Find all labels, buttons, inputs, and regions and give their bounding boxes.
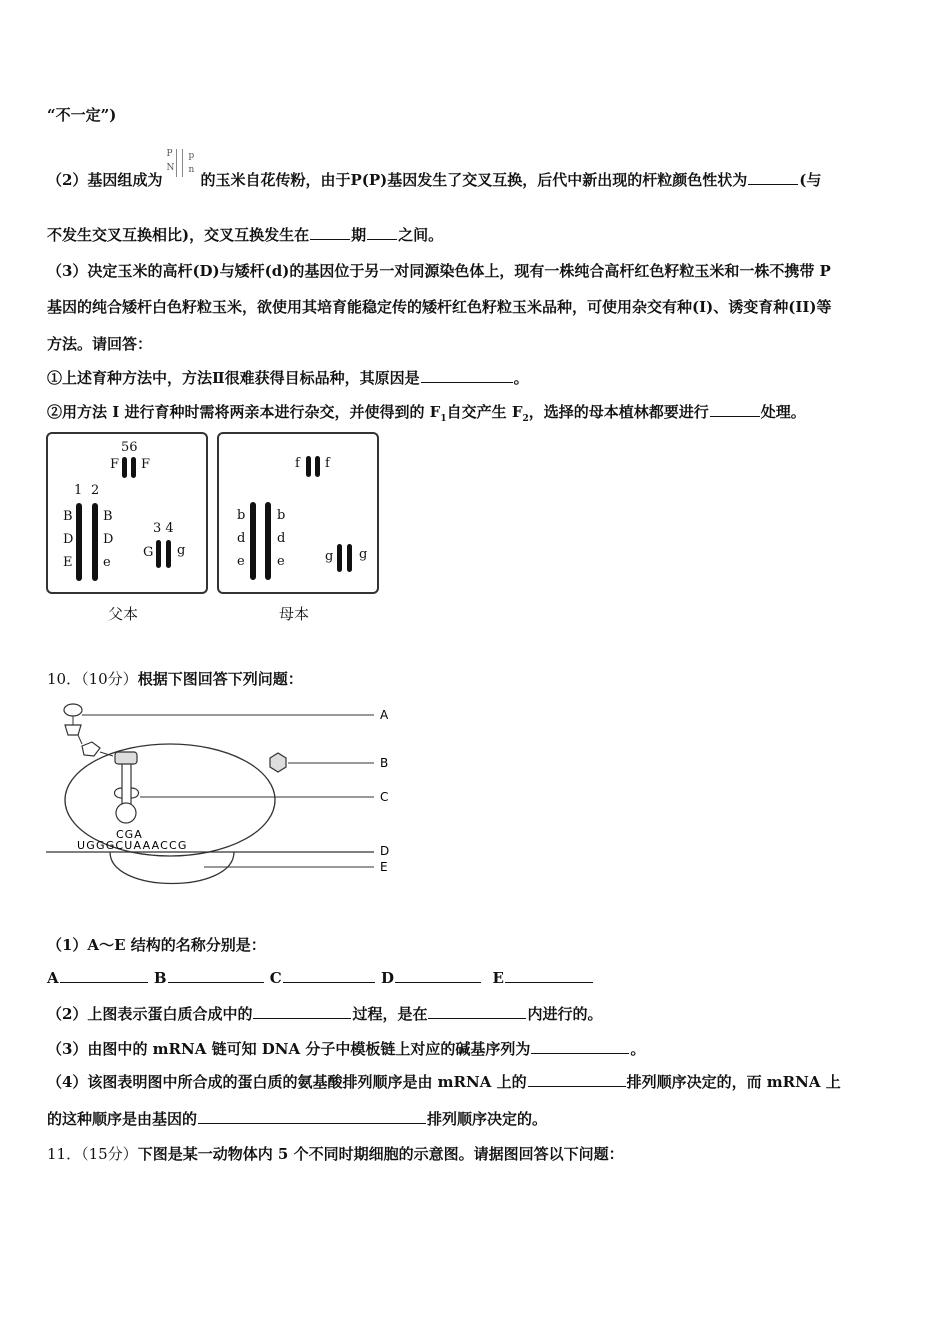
answer-blank[interactable] [253, 1004, 351, 1019]
answer-blank[interactable] [748, 170, 798, 185]
label-D: D [380, 844, 390, 858]
trna-stem [122, 764, 131, 804]
gene-label: g [325, 549, 334, 564]
gene-label: G [143, 545, 154, 560]
gene-label: B [103, 509, 113, 524]
gene-label: E [63, 555, 73, 570]
gene-label: g [359, 547, 368, 562]
genotype-P: P [166, 149, 173, 159]
q10-part3: （3）由图中的 mRNA 链可知 DNA 分子中模板链上对应的碱基序列为 。 [47, 1040, 646, 1058]
q9-part2-line2: 不发生交叉互换相比)，交叉互换发生在 期 之间。 [47, 226, 444, 244]
chromosome-3 [337, 544, 342, 572]
amino-acid-on-trna [115, 752, 137, 764]
answer-blank[interactable] [710, 402, 760, 417]
anticodon-text: CGA [116, 828, 143, 841]
q10-part1-answers: A B C D E [47, 968, 594, 987]
chromosome-number-34: 3 4 [153, 521, 174, 536]
chromosome-6 [131, 457, 136, 478]
free-amino-acid [270, 753, 286, 772]
mother-caption: 母本 [279, 605, 310, 623]
chromosome-6 [315, 456, 320, 477]
trna-loop [115, 788, 123, 798]
peptide-bond [78, 735, 82, 744]
mother-chromosome-box [217, 432, 379, 594]
gene-label: g [177, 543, 186, 558]
q10-title: 10．（10分）根据下图回答下列问题： [47, 670, 303, 688]
answer-blank-B[interactable] [168, 968, 264, 983]
chromosome-5 [122, 457, 127, 478]
gene-label: e [237, 554, 245, 569]
answer-blank[interactable] [421, 368, 513, 383]
chromosome-number-56: 56 [121, 440, 138, 455]
answer-blank-C[interactable] [283, 968, 375, 983]
label-A: A [380, 708, 389, 722]
q9-part3-sub2: ②用方法 I 进行育种时需将两亲本进行杂交，并使得到的 $F_1$自交产生 $F_2$，选择的母本植林都要进行 处理。 [47, 403, 806, 424]
father-chromosome-box [46, 432, 208, 594]
gene-label: B [63, 509, 73, 524]
gene-label: e [277, 554, 285, 569]
chromosome-3 [156, 540, 161, 568]
chromosome-4 [166, 540, 171, 568]
q10-part4-line2: 的这种顺序是由基因的 排列顺序决定的。 [47, 1110, 548, 1128]
amino-acid [82, 742, 100, 756]
label-E: E [380, 860, 388, 874]
answer-blank[interactable] [310, 225, 350, 240]
chromosome-4 [347, 544, 352, 572]
answer-blank-D[interactable] [395, 968, 481, 983]
q9-part3-line2: 基因的纯合矮杆白色籽粒玉米，欲使用其培育能稳定传的矮杆红色籽粒玉米品种，可使用杂交有种(I)、诱变育种(II)等 [47, 298, 832, 316]
q11-title: 11．（15分）下图是某一动物体内 5 个不同时期细胞的示意图。请据图回答以下问题： [47, 1145, 624, 1163]
q10-part4-line1: （4）该图表明图中所合成的蛋白质的氨基酸排列顺序是由 mRNA 上的 排列顺序决定的，而 mRNA 上 [47, 1073, 841, 1091]
chromosome-number-1: 1 [74, 483, 83, 498]
genotype-N: N [166, 163, 175, 173]
answer-blank-A[interactable] [60, 968, 148, 983]
mrna-sequence: UGGGCUAAACCG [77, 839, 188, 852]
chromosome-2 [265, 502, 271, 580]
gene-label: d [237, 531, 246, 546]
gene-label: f [325, 456, 330, 471]
q10-part1: （1）A～E 结构的名称分别是： [47, 936, 266, 954]
q9-part3-line3: 方法。请回答： [47, 335, 153, 353]
amino-acid [64, 704, 82, 716]
ribosome-small-subunit [110, 852, 234, 884]
answer-blank-E[interactable] [505, 968, 593, 983]
gene-label: f [295, 456, 300, 471]
q10-part2: （2）上图表示蛋白质合成中的 过程，是在 内进行的。 [47, 1005, 603, 1023]
answer-blank[interactable] [528, 1072, 626, 1087]
q9-part3-line1: （3）决定玉米的高杆(D)与矮杆(d)的基因位于另一对同源染色体上，现有一株纯合高杆红色籽粒玉米和一株不携带 P [47, 262, 831, 280]
trna-anticodon-loop [116, 803, 136, 823]
answer-blank[interactable] [531, 1039, 629, 1054]
label-C: C [380, 790, 389, 804]
gene-label: D [103, 532, 114, 547]
q9-part2-line1: （2）基因组成为 P N p n 的玉米自花传粉，由于P(P)基因发生了交叉互换，后代中新出现的杆粒颜色性状为 (与 [47, 149, 822, 189]
chromosome-1 [76, 503, 82, 581]
gene-label: F [141, 457, 151, 472]
chromosome-number-2: 2 [91, 483, 100, 498]
translation-figure [44, 700, 404, 890]
gene-label: b [277, 508, 286, 523]
q9-part3-sub1: ①上述育种方法中，方法Ⅱ很难获得目标品种，其原因是 。 [47, 369, 529, 387]
gene-label: d [277, 531, 286, 546]
answer-blank[interactable] [367, 225, 397, 240]
chromosome-5 [306, 456, 311, 477]
genotype-n: n [188, 165, 195, 175]
father-caption: 父本 [108, 605, 139, 623]
gene-label: F [110, 457, 120, 472]
q9-continuation: “不一定”) [47, 106, 117, 124]
amino-acid [65, 725, 81, 735]
trna-loop [131, 788, 139, 798]
gene-label: D [63, 532, 74, 547]
gene-label: e [103, 555, 111, 570]
label-B: B [380, 756, 389, 770]
chromosome-1 [250, 502, 256, 580]
chromosome-2 [92, 503, 98, 581]
genotype-p: p [188, 151, 195, 161]
gene-label: b [237, 508, 246, 523]
genotype-figure [162, 149, 200, 191]
answer-blank[interactable] [428, 1004, 526, 1019]
answer-blank[interactable] [198, 1109, 426, 1124]
